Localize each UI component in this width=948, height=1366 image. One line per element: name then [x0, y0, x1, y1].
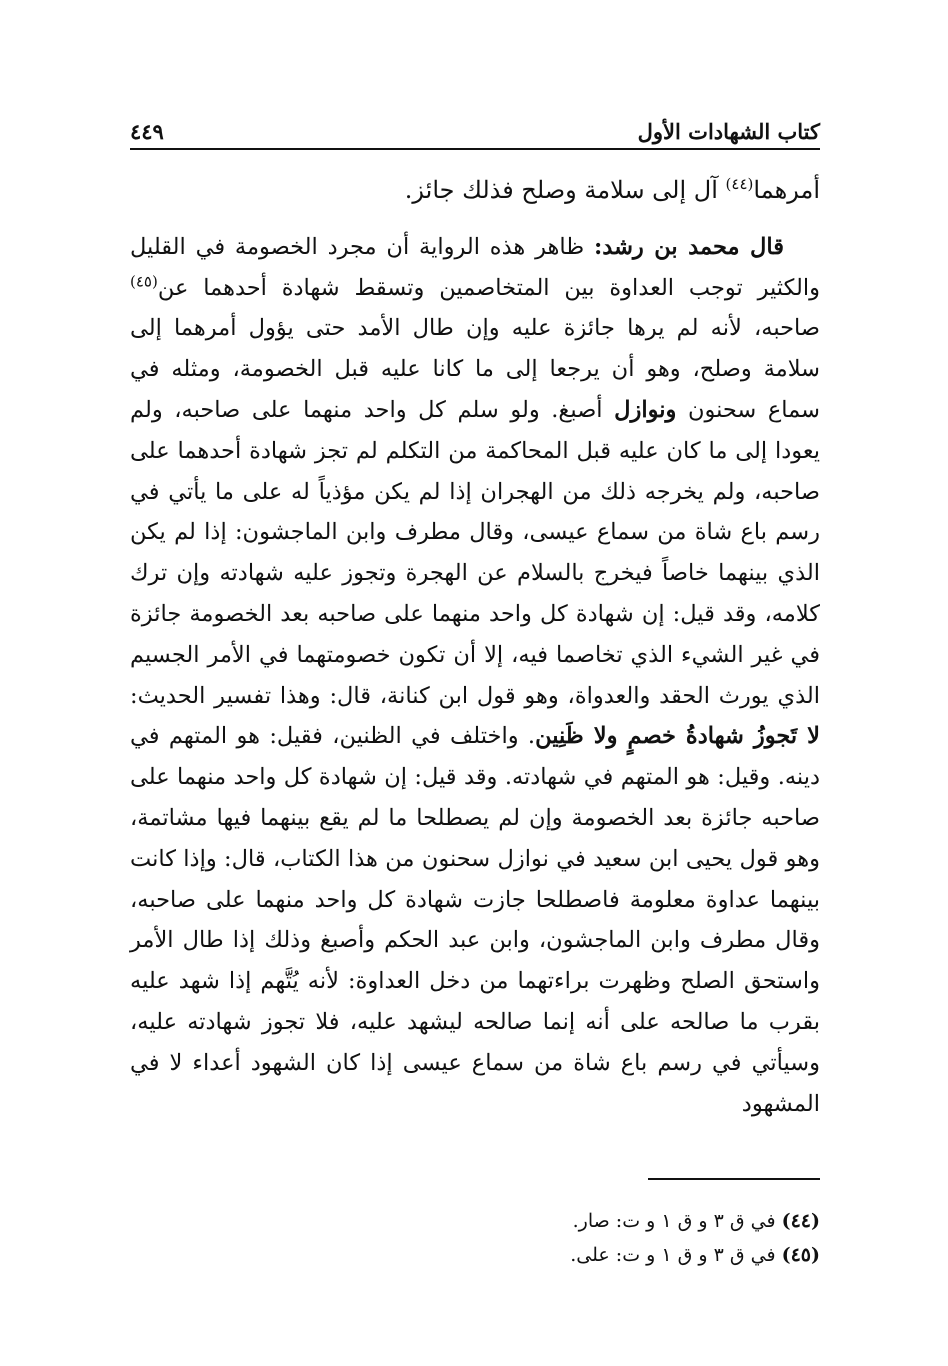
author-label: قال محمد بن رشد:	[593, 233, 785, 260]
running-title: كتاب الشهادات الأول	[637, 119, 820, 144]
lead-text: آل إلى سلامة وصلح فذلك جائز.	[404, 176, 718, 204]
footnote-item	[400, 1238, 820, 1272]
para-segment-b: صاحبه، لأنه لم يرها جائزة عليه وإن طال الأمد حتى يؤول أمرهما إلى سلامة وصلح، وهو أن يرجعا إلى ما كانا عليه قبل الخصومة، ومثله في سماع سحنون	[130, 315, 820, 423]
footnote-ref-45: (٤٥)	[130, 272, 158, 291]
footnote-text: في ق ٣ و ق ١ و ت: صار.	[572, 1210, 776, 1232]
commentary-paragraph	[130, 227, 820, 1125]
footnotes	[400, 1204, 820, 1272]
para-segment-d: . واختلف في الظنين، فقيل: هو المتهم في دينه. وقيل: هو المتهم في شهادته. وقد قيل: إن شهادة كل واحد منهما على صاحبه جائزة بعد الخصومة وإن لم يصطلحا ما لم يقع بينهما فيها مشاتمة، وهو قول يحيى ابن سعيد في نوازل سحنون من هذا الكتاب، قال: وإذا كانت بينهما عداوة معلومة فاصطلحا جازت شهادة كل واحد منهما على صاحبه، وقال مطرف وابن الماجشون، وابن عبد الحكم وأصبغ وذلك إذا طال الأمر واستحق الصلح وظهرت براءتهما من دخل العداوة: لأنه يُتَّهم إذا شهد عليه بقرب ما صالحه على أنه إنما صالحه ليشهد عليه، فلا تجوز شهادته عليه، وسيأتي في رسم باع شاة من سماع عيسى إذا كان الشهود أعداء لا في المشهود	[130, 723, 820, 1117]
para-segment-a: ظاهر هذه الرواية أن مجرد الخصومة في القليل والكثير توجب العداوة بين المتخاصمين وتسقط شهادة أحدهما عن	[130, 233, 820, 301]
para-segment-c: أصبغ. ولو سلم كل واحد منهما على صاحبه، ولم يعودا إلى ما كان عليه قبل المحاكمة من التكلم لم تجز شهادة أحدهما على صاحبه، ولم يخرجه ذلك من الهجران إذا لم يكن مؤذياً له على ما يأتي في رسم باع شاة من سماع عيسى، وقال مطرف وابن الماجشون: إذا لم يكن الذي بينهما خاصاً فيخرج بالسلام عن الهجرة وتجوز عليه شهادته وإن ترك كلامه، وقد قيل: إن شهادة كل واحد منهما على صاحبه بعد الخصومة جائزة في غير الشيء الذي تخاصما فيه، إلا أن تكون خصومتهما في الأمر الجسيم الذي يورث الحقد والعدواة، وهو قول ابن كنانة، قال: وهذا تفسير الحديث:	[130, 396, 820, 709]
hadith-quote: لا تَجوزُ شهادةُ خصمٍ ولا ظَنِين	[535, 723, 820, 750]
main-text	[130, 170, 820, 1124]
footnote-text: في ق ٣ و ق ١ و ت: على.	[570, 1244, 776, 1266]
footnote-number: (٤٥)	[781, 1244, 820, 1266]
page-header	[130, 112, 820, 150]
lead-line	[130, 170, 820, 211]
footnote-separator	[648, 1178, 820, 1180]
footnote-ref-44: (٤٤)	[725, 175, 754, 193]
footnote-item	[400, 1204, 820, 1238]
footnote-number: (٤٤)	[781, 1210, 820, 1232]
bold-term: ونوازل	[614, 396, 677, 423]
lead-prefix: أمرهما	[753, 176, 820, 204]
page-number: ٤٤٩	[130, 119, 164, 144]
